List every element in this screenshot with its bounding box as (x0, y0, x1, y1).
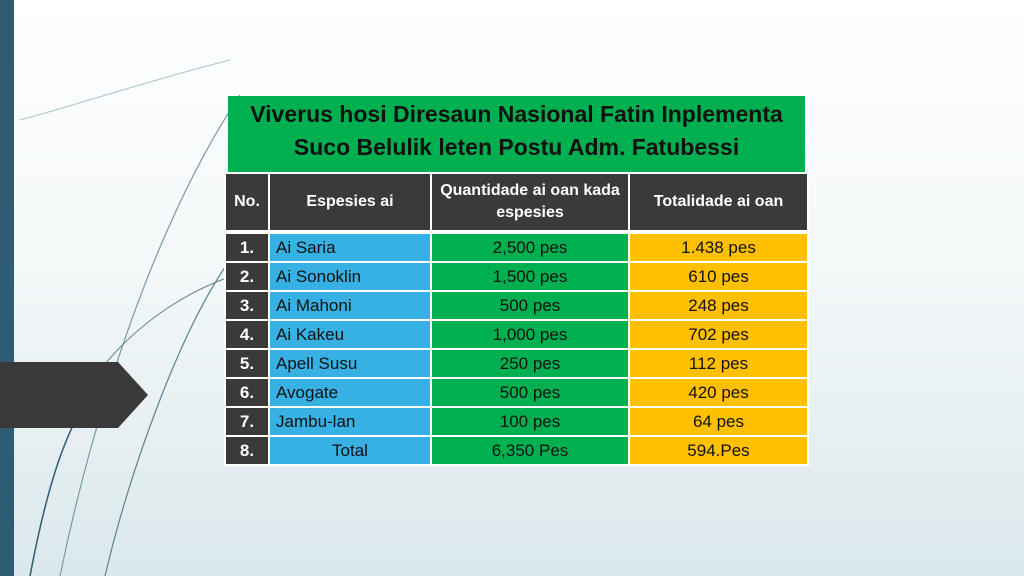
header-quantity: Quantidade ai oan kada espesies (431, 173, 629, 232)
total-cell: 248 pes (629, 291, 808, 320)
quantity-cell: 500 pes (431, 378, 629, 407)
quantity-cell: 100 pes (431, 407, 629, 436)
quantity-cell: 1,500 pes (431, 262, 629, 291)
row-number: 7. (225, 407, 269, 436)
species-name: Avogate (269, 378, 431, 407)
total-cell: 1.438 pes (629, 232, 808, 262)
total-cell: 420 pes (629, 378, 808, 407)
slide-title: Viverus hosi Diresaun Nasional Fatin Inplementa Suco Belulik leten Postu Adm. Fatubessi (228, 96, 805, 174)
species-name: Ai Saria (269, 232, 431, 262)
row-number: 6. (225, 378, 269, 407)
quantity-cell: 1,000 pes (431, 320, 629, 349)
arrow-tab-shape (0, 362, 148, 428)
table-header-row (225, 173, 808, 232)
species-name: Ai Mahoni (269, 291, 431, 320)
seedling-table (224, 172, 809, 466)
table-row (225, 262, 808, 291)
total-cell: 112 pes (629, 349, 808, 378)
species-name: Jambu-lan (269, 407, 431, 436)
total-label: Total (269, 436, 431, 465)
row-number: 5. (225, 349, 269, 378)
row-number: 4. (225, 320, 269, 349)
total-cell: 610 pes (629, 262, 808, 291)
table-row-total (225, 436, 808, 465)
grand-total-cell: 594.Pes (629, 436, 808, 465)
quantity-cell: 500 pes (431, 291, 629, 320)
table-row (225, 320, 808, 349)
table-row (225, 407, 808, 436)
row-number: 2. (225, 262, 269, 291)
header-total: Totalidade ai oan (629, 173, 808, 232)
row-number: 8. (225, 436, 269, 465)
row-number: 3. (225, 291, 269, 320)
total-cell: 64 pes (629, 407, 808, 436)
quantity-total-cell: 6,350 Pes (431, 436, 629, 465)
species-name: Ai Kakeu (269, 320, 431, 349)
total-cell: 702 pes (629, 320, 808, 349)
header-species: Espesies ai (269, 173, 431, 232)
quantity-cell: 250 pes (431, 349, 629, 378)
table-row (225, 378, 808, 407)
table-row (225, 291, 808, 320)
table-row (225, 349, 808, 378)
species-name: Ai Sonoklin (269, 262, 431, 291)
row-number: 1. (225, 232, 269, 262)
species-name: Apell Susu (269, 349, 431, 378)
header-no: No. (225, 173, 269, 232)
quantity-cell: 2,500 pes (431, 232, 629, 262)
table-row (225, 232, 808, 262)
decorative-curves (0, 0, 260, 576)
